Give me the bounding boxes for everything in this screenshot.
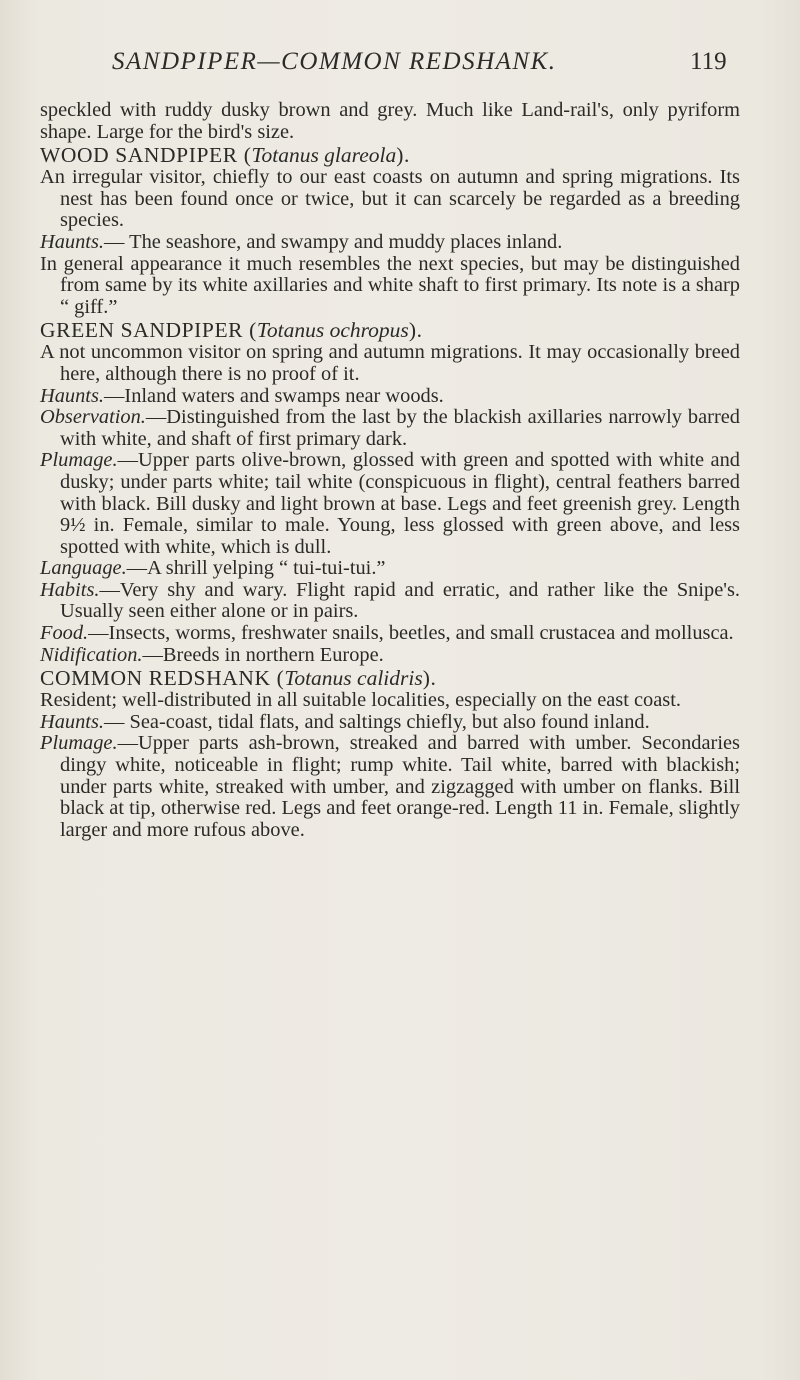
plumage-text: —Upper parts olive-brown, glossed with green and spotted with white and dusky; under parts white; tail white (conspicuous in flight), central feathers barred with black. Bill dusky and light brown at base. Legs and feet greenish grey. Length 9½ in. Female, similar to male. Young, less glossed with green above, and less spotted with white, which is dull.	[60, 449, 740, 558]
green-nidification	[40, 645, 740, 667]
latin-name: Totanus glareola	[251, 143, 397, 168]
habits-text: —Very shy and wary. Flight rapid and erratic, and rather like the Snipe's. Usually seen either alone or in pairs.	[60, 578, 740, 623]
plumage-text: —Upper parts ash-brown, streaked and barred with umber. Secondaries dingy white, noticeable in flight; rump white. Tail white, barred with blackish; under parts white, streaked with umber, and zigzagged with umber on flanks. Bill black at tip, otherwise red. Legs and feet orange-red. Length 11 in. Female, slightly larger and more rufous above.	[60, 732, 740, 841]
food-label: Food.	[40, 622, 89, 645]
green-language	[40, 558, 740, 580]
nidification-text: —Breeds in northern Europe.	[142, 643, 384, 666]
redshank-plumage	[40, 733, 740, 841]
green-status: A not uncommon visitor on spring and autumn migrations. It may occasionally breed here, although there is no proof of it.	[40, 341, 740, 385]
common-redshank-heading: COMMON REDSHANK (Totanus calidris).	[40, 666, 437, 691]
language-text: —A shrill yelping “ tui-tui-tui.”	[126, 557, 386, 580]
green-observation	[40, 407, 740, 450]
food-text: —Insects, worms, freshwater snails, beetles, and small crustacea and mollusca.	[88, 622, 734, 645]
running-title: SANDPIPER—COMMON REDSHANK.	[112, 48, 557, 75]
wood-status: An irregular visitor, chiefly to our east coasts on autumn and spring migrations. Its nest has been found once or twice, but it can scarcely be regarded as a breeding species.	[40, 166, 740, 232]
redshank-haunts	[40, 712, 740, 734]
latin-name: Totanus calidris	[284, 666, 423, 691]
page-number: 119	[690, 48, 727, 75]
observation-label: Observation.	[40, 406, 146, 429]
habits-label: Habits.	[40, 578, 100, 601]
wood-general: In general appearance it much resembles the next species, but may be distinguished from same by its white axillaries and white shaft to first primary. Its note is a sharp “ giff.”	[40, 252, 740, 318]
haunts-label: Haunts.	[40, 710, 105, 733]
intro-paragraph: speckled with ruddy dusky brown and grey. Much like Land-rail's, only pyriform shape. Large for the bird's size.	[40, 99, 740, 143]
plumage-label: Plumage.	[40, 732, 118, 755]
haunts-text: — Sea-coast, tidal flats, and saltings chiefly, but also found inland.	[104, 710, 650, 733]
language-label: Language.	[40, 557, 127, 580]
page-header	[0, 48, 800, 88]
green-haunts	[40, 386, 740, 408]
wood-sandpiper-heading: WOOD SANDPIPER (Totanus glareola).	[40, 143, 410, 168]
nidification-label: Nidification.	[40, 643, 143, 666]
species-name: WOOD SANDPIPER	[40, 143, 238, 168]
species-name: COMMON REDSHANK	[40, 666, 271, 691]
observation-text: —Distinguished from the last by the blackish axillaries narrowly barred with white, and shaft of first primary dark.	[60, 406, 740, 450]
haunts-text: — The seashore, and swampy and muddy places inland.	[104, 230, 563, 253]
plumage-label: Plumage.	[40, 449, 118, 472]
green-habits	[40, 580, 740, 623]
species-name: GREEN SANDPIPER	[40, 318, 244, 343]
redshank-status: Resident; well-distributed in all suitable localities, especially on the east coast.	[40, 689, 682, 712]
latin-name: Totanus ochropus	[256, 318, 409, 343]
haunts-text: —Inland waters and swamps near woods.	[104, 384, 444, 407]
green-food	[40, 623, 740, 645]
haunts-label: Haunts.	[40, 384, 105, 407]
wood-haunts	[40, 232, 740, 254]
page-body	[40, 100, 740, 841]
haunts-label: Haunts.	[40, 230, 105, 253]
green-plumage	[40, 450, 740, 558]
green-sandpiper-heading: GREEN SANDPIPER (Totanus ochropus).	[40, 318, 423, 343]
